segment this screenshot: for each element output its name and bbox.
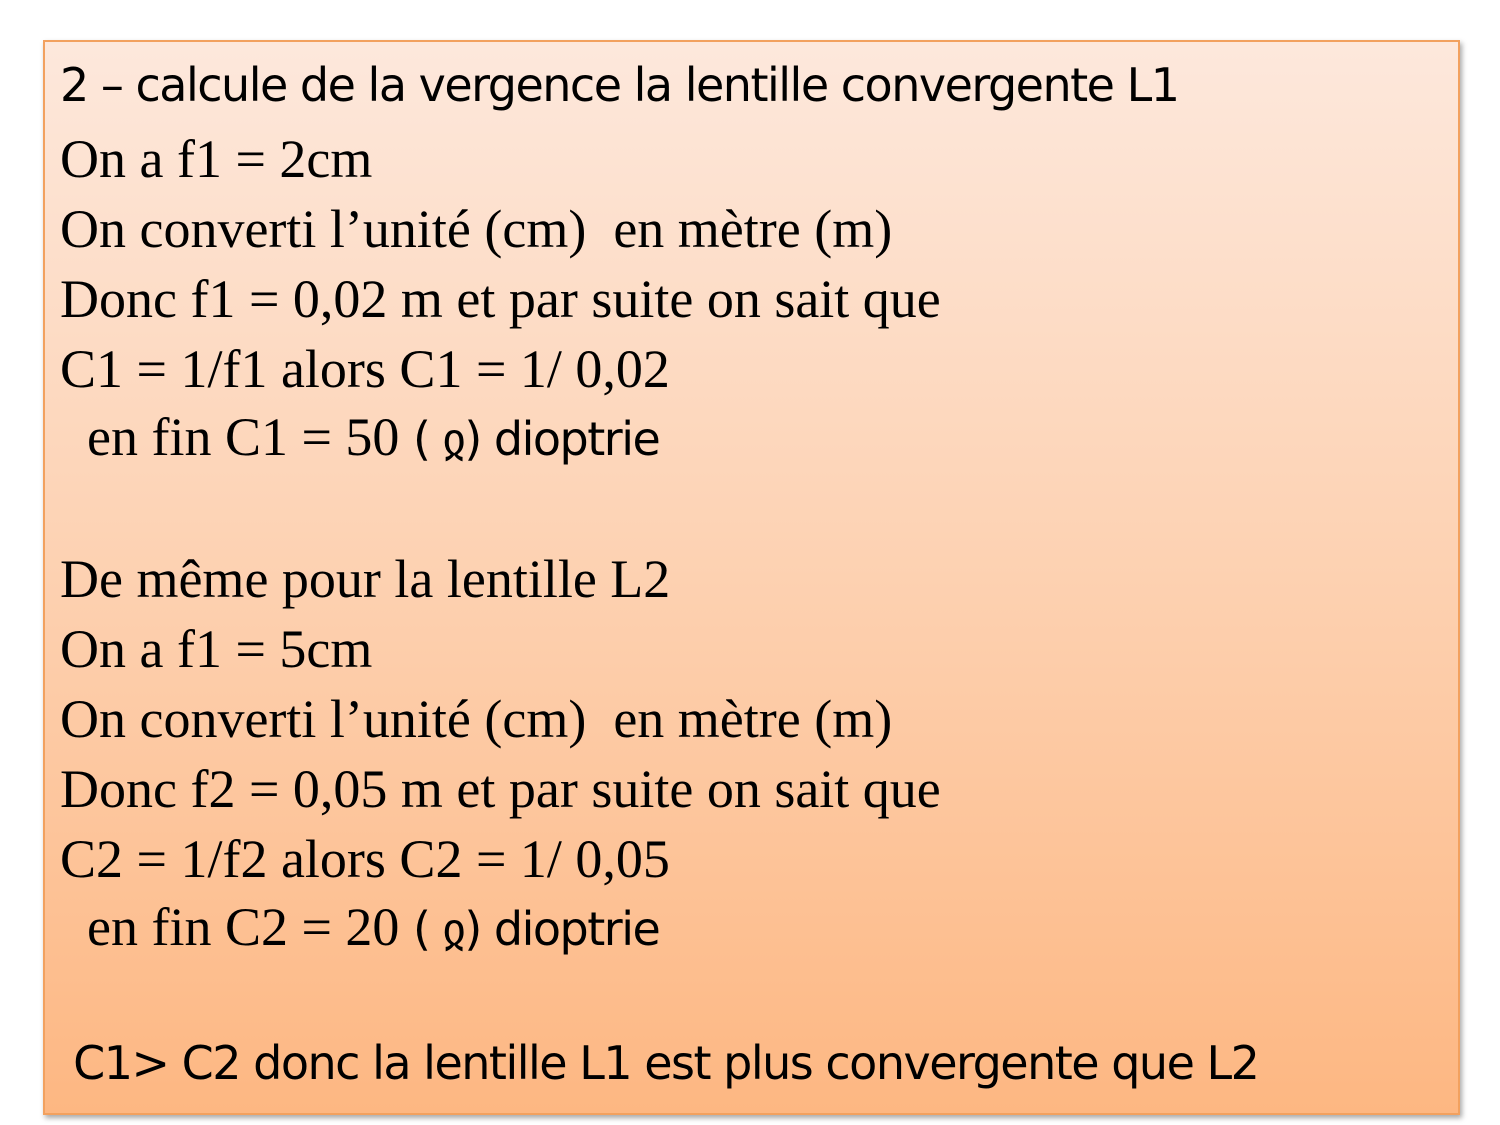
- section1-line2: On converti l’unité (cm) en mètre (m): [60, 199, 893, 259]
- section2-line3: Donc f2 = 0,05 m et par suite on sait que: [60, 759, 941, 819]
- section2-result-prefix: en fin C2 = 20: [60, 897, 413, 957]
- section1-result-prefix: en fin C1 = 50: [60, 407, 413, 467]
- section1-heading: 2 – calcule de la vergence la lentille convergente L1: [60, 58, 1179, 112]
- section2-line1: On a f1 = 5cm: [60, 619, 373, 679]
- section2-result: [60, 897, 660, 957]
- section1-result: [60, 407, 660, 467]
- section2-line2: On converti l’unité (cm) en mètre (m): [60, 689, 893, 749]
- section1-line3: Donc f1 = 0,02 m et par suite on sait que: [60, 269, 941, 329]
- section2-heading: De même pour la lentille L2: [60, 549, 671, 609]
- section1-line4: C1 = 1/f1 alors C1 = 1/ 0,02: [60, 339, 670, 399]
- conclusion: C1> C2 donc la lentille L1 est plus convergente que L2: [60, 1036, 1259, 1090]
- section2-line4: C2 = 1/f2 alors C2 = 1/ 0,05: [60, 829, 670, 889]
- section2-result-suffix: ( ჲ) dioptrie: [412, 902, 660, 956]
- section1-line1: On a f1 = 2cm: [60, 129, 373, 189]
- section1-result-suffix: ( ჲ) dioptrie: [412, 412, 660, 466]
